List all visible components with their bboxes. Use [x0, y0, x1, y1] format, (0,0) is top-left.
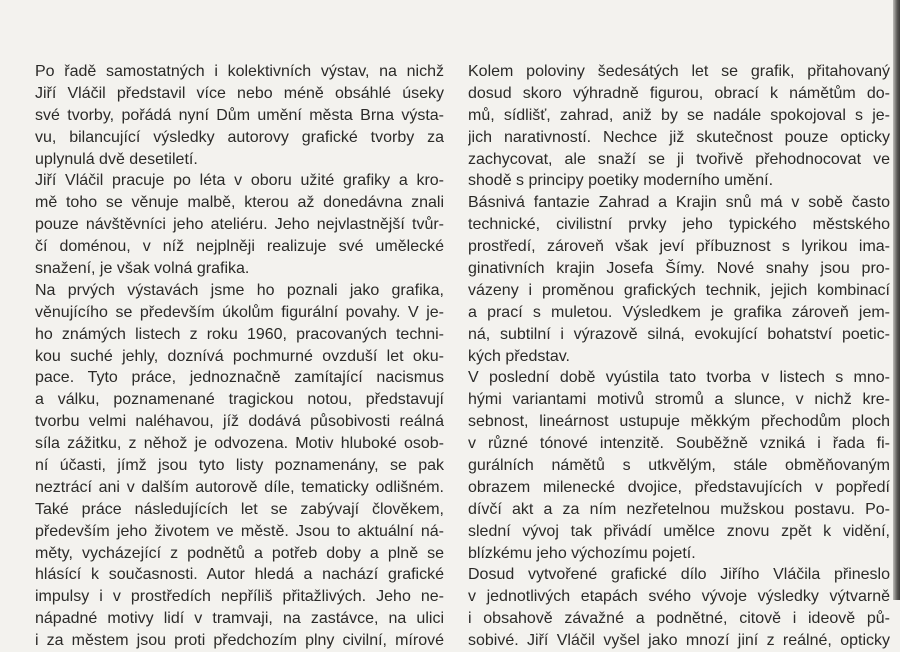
text-line: kou suché jehly, doznívá pochmurné ovzduší let oku-: [35, 347, 444, 365]
text-line: i obsahově závažné a podnětné, citově i ideově pů-: [468, 610, 890, 628]
text-column-left: [35, 61, 444, 652]
text-line: gurálních námětů s utkvělým, stále obměňovaným: [468, 457, 890, 475]
text-line: Dosud vytvořené grafické dílo Jiřího Vláčila přineslo: [468, 566, 890, 584]
paragraph: [468, 192, 890, 367]
text-line: Na prvých výstavách jsme ho poznali jako grafika,: [35, 281, 444, 299]
text-line: síla zážitku, z něhož je odvozena. Motiv hluboké osob-: [35, 435, 444, 453]
text-line: jich narativností. Nechce již skutečnost pouze opticky: [468, 128, 890, 146]
text-line: sebnost, lineárnost ustupuje měkkým přechodům ploch: [468, 413, 890, 431]
text-line: Jiří Vláčil pracuje po léta v oboru užité grafiky a kro-: [35, 172, 444, 190]
text-line: blízkému jeho výchozímu pojetí.: [468, 544, 696, 562]
paragraph: [35, 170, 444, 279]
text-line: prostředí, zároveň však jeví příbuznost s lyrikou ima-: [468, 238, 890, 256]
paragraph: [468, 367, 890, 564]
text-line: Také práce následujících let se zabývají člověkem,: [35, 500, 444, 518]
text-line: a válku, poznamenané tragickou notou, představují: [35, 391, 444, 409]
text-line: hlásící k současnosti. Autor hledá a nachází grafické: [35, 566, 444, 584]
text-line: uplynulá dvě desetiletí.: [35, 150, 198, 168]
text-line: ho známých listech z roku 1960, pracovaných techni-: [35, 325, 444, 343]
text-line: své tvorby, pořádá nyní Dům umění města Brna výsta-: [35, 106, 444, 124]
page-edge-shadow: [893, 0, 900, 600]
text-line: tvorbu velmi naléhavou, jíž dodává působivosti reálná: [35, 413, 444, 431]
text-line: kých představ.: [468, 347, 570, 365]
text-line: Jiří Vláčil představil více nebo méně obsáhlé úseky: [35, 84, 444, 102]
text-line: ní účasti, jímž jsou tyto listy poznamenány, se pak: [35, 457, 444, 475]
text-line: v různé tónové intenzitě. Souběžně vzniká i řada fi-: [468, 435, 890, 453]
text-line: Kolem poloviny šedesátých let se grafik, přitahovaný: [468, 63, 890, 80]
text-line: ná, subtilní i výrazově silná, evokující bohatství poetic-: [468, 325, 890, 343]
text-line: především jeho životem ve městě. Jsou to aktuální ná-: [35, 522, 444, 540]
text-line: obrazem milenecké dvojice, představujících v popředí: [468, 478, 890, 496]
text-line: shodě s principy poetiky moderního umění.: [468, 172, 774, 190]
text-line: mů, sídlišť, zahrad, aniž by se nadále spokojoval s je-: [468, 106, 890, 124]
text-line: technické, civilistní prvky jeho typického městského: [468, 216, 890, 234]
text-line: ginativních krajin Josefa Šímy. Nové snahy jsou pro-: [468, 260, 890, 278]
paragraph: [35, 280, 444, 652]
text-line: pouze návštěvníci jeho ateliéru. Jeho nejvlastnější tvůr-: [35, 216, 444, 234]
text-line: Básnivá fantazie Zahrad a Krajin snů má v sobě často: [468, 194, 890, 212]
text-line: impulsy i v prostředích nepříliš přitažlivých. Jeho ne-: [35, 588, 444, 606]
text-line: snažení, je však volná grafika.: [35, 260, 250, 278]
text-line: slední vývoj tak přivádí umělce znovu zpět k vidění,: [468, 522, 890, 540]
text-line: pace. Tyto práce, jednoznačně zamítající nacismus: [35, 369, 444, 387]
paragraph: [35, 61, 444, 170]
text-line: Po řadě samostatných i kolektivních výstav, na nichž: [35, 63, 444, 80]
text-line: v jednotlivých etapách svého vývoje výsledky výtvarně: [468, 588, 890, 606]
text-line: vu, bilancující výsledky autorovy grafické tvorby za: [35, 128, 444, 146]
text-line: vázeny i proměnou grafických technik, jejich kombinací: [468, 281, 890, 299]
text-line: dosud skoro výhradně figurou, obrací k námětům do-: [468, 84, 890, 102]
text-line: i za městem jsou proti předchozím plny civilní, mírové: [35, 632, 444, 650]
text-line: a prací s muletou. Výsledkem je grafika zároveň jem-: [468, 303, 890, 321]
text-line: neztrácí ani v dalším autorově díle, tematicky odlišném.: [35, 478, 444, 496]
text-line: hými variantami motivů stromů a slunce, v nichž kre-: [468, 391, 890, 409]
text-line: dívčí akt a za ním nezřetelnou mužskou postavu. Po-: [468, 500, 890, 518]
text-line: měty, vycházející z podnětů a potřeb doby a plně se: [35, 544, 444, 562]
text-line: V poslední době vyústila tato tvorba v listech s mno-: [468, 369, 890, 387]
text-line: věnujícího se především úkolům figurální povahy. V je-: [35, 303, 444, 321]
text-line: nápadné motivy lidí v tramvaji, na zastávce, na ulici: [35, 610, 444, 628]
text-line: mě toho se věnuje malbě, kterou až donedávna znali: [35, 194, 444, 212]
text-line: zachycovat, ale snaží se ji tvořivě přehodnocovat ve: [468, 150, 890, 168]
text-column-right: [468, 61, 890, 652]
paragraph: [468, 61, 890, 192]
text-line: sobivé. Jiří Vláčil vyšel jako mnozí jiní z reálné, opticky: [468, 632, 890, 650]
text-line: čí doménou, v níž nejplněji realizuje své umělecké: [35, 238, 444, 256]
paragraph: [468, 564, 890, 652]
